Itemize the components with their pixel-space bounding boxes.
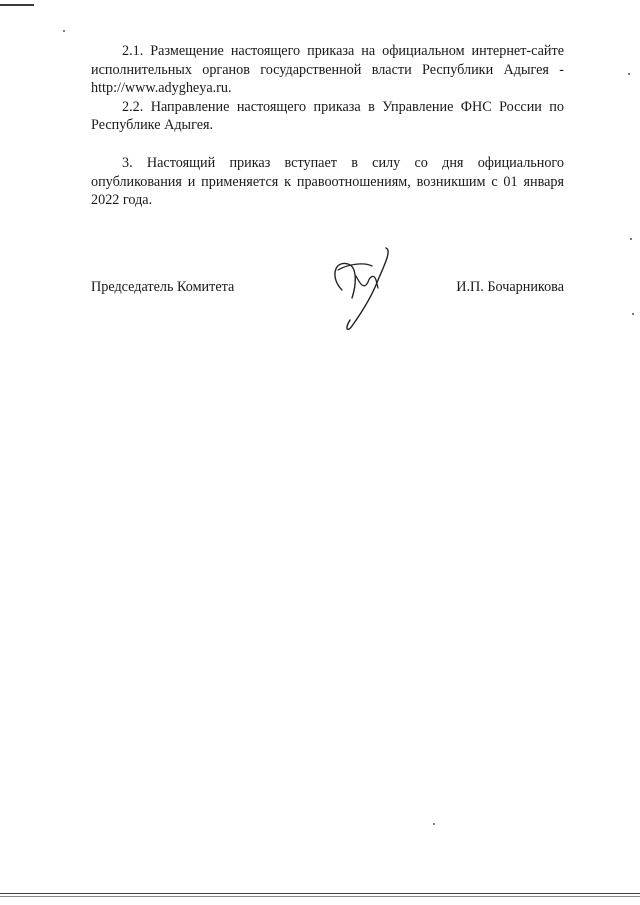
scan-speck xyxy=(628,73,630,75)
paragraph-group-effective xyxy=(91,154,564,210)
scan-edge-line xyxy=(0,896,640,897)
scan-speck xyxy=(630,238,632,240)
paragraph-2-1: 2.1. Размещение настоящего приказа на официальном интернет-сайте исполнительных органов государственной власти Республики Адыгея - http://www.adygheya.ru. xyxy=(91,43,564,97)
paragraph-group-distribution xyxy=(91,42,564,135)
scan-speck xyxy=(63,30,65,32)
scan-mark xyxy=(0,4,34,6)
handwritten-signature xyxy=(328,246,394,334)
signatory-position: Председатель Комитета xyxy=(91,279,235,295)
paragraph-3: 3. Настоящий приказ вступает в силу со дня официального опубликования и применяется к правоотношениям, возникшим с 01 января 2022 года. xyxy=(91,155,564,209)
scan-speck xyxy=(433,823,435,825)
paragraph-2-2: 2.2. Направление настоящего приказа в Управление ФНС России по Республике Адыгея. xyxy=(91,98,564,134)
scan-edge-line xyxy=(0,893,640,894)
signatory-name: И.П. Бочарникова xyxy=(456,279,564,295)
scan-speck xyxy=(632,313,634,315)
